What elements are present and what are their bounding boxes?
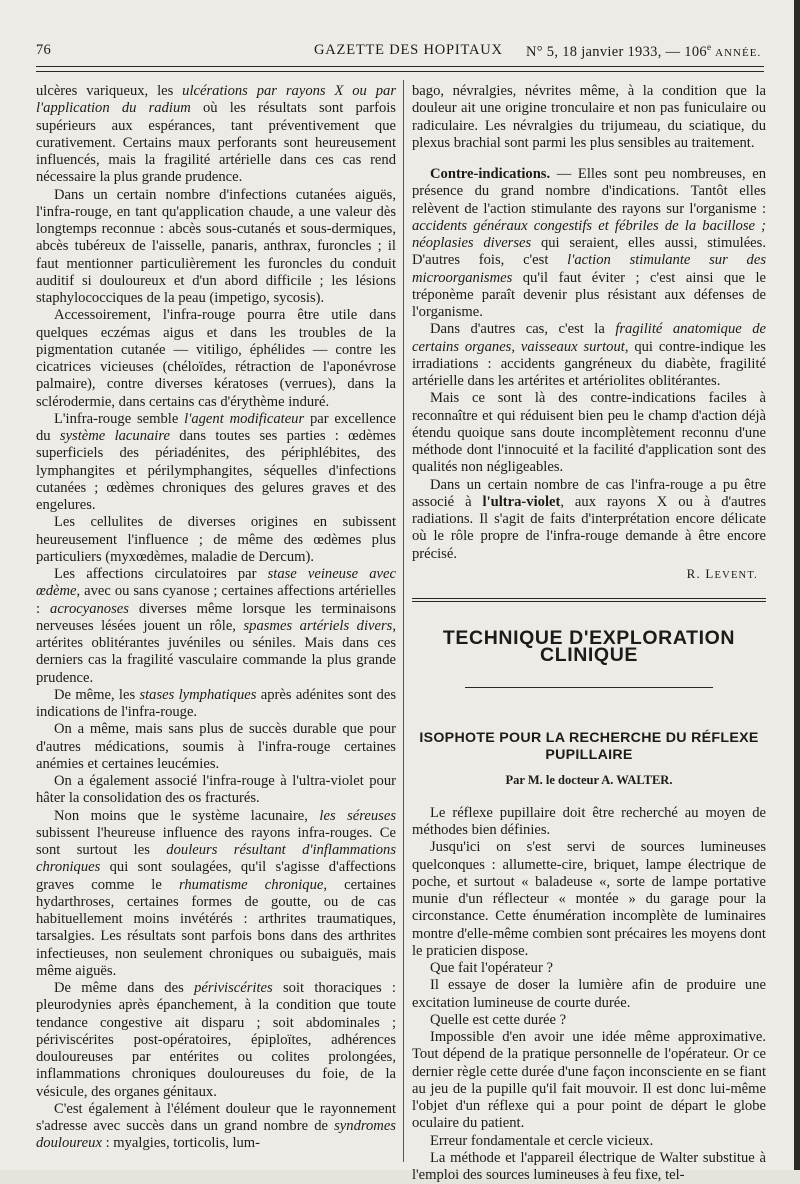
subheading-contre-indications: Contre-indications. bbox=[430, 166, 551, 182]
article-title: ISOPHOTE POUR LA RECHERCHE DU RÉFLEXE PUPILLAIRE bbox=[419, 729, 759, 763]
left-paragraph: On a même, mais sans plus de succès durable que pour d'autres médications, soumis à l'infra-rouge certaines anémies et certaines leucémies. bbox=[36, 721, 396, 772]
issue-annee: ANNÉE. bbox=[715, 46, 762, 59]
issue-sup: e bbox=[706, 42, 712, 52]
running-header bbox=[36, 40, 764, 64]
issue-info bbox=[526, 42, 761, 61]
left-paragraph: ulcères variqueux, les ulcérations par rayons X ou par l'application du radium où les résultats sont parfois supérieurs aux espérances, tant préventivement que curativement. Certains maux perforants sont heureusement influencés, mais la fragilité artérielle dans ces cas rend nécessaire la plus grande prudence. bbox=[36, 83, 396, 186]
right-paragraph: Quelle est cette durée ? bbox=[430, 1011, 567, 1028]
column-divider bbox=[403, 80, 404, 1162]
title-rule bbox=[465, 687, 713, 688]
right-paragraph: bago, névralgies, névrites même, à la condition que la douleur ait une origine tronculaire et non pas funiculaire ou radiculaire. Les névralgies du trijumeau, du sciatique, du plexus brachial sont parmi les plus sensibles au traitement. bbox=[412, 83, 766, 151]
journal-title: GAZETTE DES HOPITAUX bbox=[314, 42, 503, 58]
left-paragraph: De même dans des périviscérites soit thoraciques : pleurodynies après épanchement, à la condition que toute tendance congestive ait disparu ; soit abdominales ; périviscérites post-opératoires, épiploïtes, adhérences douloureuses par entérites ou colites prolongées, inflammations chroniques douloureuses du foie, de la vésicule, des organes génitaux. bbox=[36, 980, 396, 1100]
right-column bbox=[412, 83, 766, 1184]
right-paragraph: Il essaye de doser la lumière afin de produire une excitation lumineuse de courte durée. bbox=[412, 977, 766, 1011]
header-rule-top bbox=[36, 66, 764, 67]
left-column bbox=[36, 83, 396, 1153]
left-paragraph: L'infra-rouge semble l'agent modificateur par excellence du système lacunaire dans toutes ses parties : œdèmes superficiels des périadénites, des périphlébites, des lymphangites et périlymphangites, séquelles d'infections cutanées ; œdèmes chroniques des gelures graves et des engelures. bbox=[36, 410, 396, 513]
right-paragraph: Le réflexe pupillaire doit être recherché au moyen de méthodes bien définies. bbox=[412, 804, 766, 838]
right-paragraph: Que fait l'opérateur ? bbox=[430, 960, 553, 976]
right-paragraph: Mais ce sont là des contre-indications faciles à reconnaître et qui réduisent bien peu le champ d'action déjà étendu quoique sans doute incomplètement reconnu d'une méthode dont l'innocuité et la facilité d'application sont des qualités non négligeables. bbox=[412, 390, 766, 476]
section-separator bbox=[412, 598, 766, 602]
left-paragraph: C'est également à l'élément douleur que le rayonnement s'adresse avec succès dans un grand nombre de syndromes douloureux : myalgies, torticolis, lum- bbox=[36, 1100, 396, 1152]
left-paragraph: Non moins que le système lacunaire, les séreuses subissent l'heureuse influence des rayons infra-rouges. Ce sont surtout les douleurs résultant d'inflammations chroniques qui sont soulagées, qu'il s'agisse d'affections graves comme le rhumatisme chronique, certaines hydarthroses, certaines formes de goutte, ou de cas habituellement moins invétérés : arthrites traumatiques, tarsalgies. Les résultats sont parfois bons dans des arthrites infectieuses, non seulement chroniques ou subaiguës, mais même aiguës. bbox=[36, 807, 397, 979]
page-number: 76 bbox=[36, 42, 52, 58]
left-paragraph: Dans un certain nombre d'infections cutanées aiguës, l'infra-rouge, en tant qu'application chaude, a une valeur dès longtemps reconnue : abcès sous-cutanés et sous-dermiques, abcès tubéreux de l'aisselle, panaris, anthrax, furoncles ; il faut mentionner particulièrement les furoncles du conduit auditif si douloureux et d'un abord difficile ; les lésions staphylococciques de la peau (impetigo, sycosis). bbox=[36, 186, 396, 306]
issue-text: N° 5, 18 janvier 1933, — 106 bbox=[526, 43, 707, 60]
right-paragraph: Impossible d'en avoir une idée même approximative. Tout dépend de la pratique personnelle de l'opérateur. Or ce dernier règle cette durée d'une façon inconsciente en se fiant au jeu de la pupille qu'il fait mouvoir. Il est donc lui-même l'objet d'un réflexe qui a pour point de départ le globe oculaire du patient. bbox=[412, 1029, 766, 1132]
page-edge-shadow bbox=[794, 0, 800, 1170]
right-paragraph: La méthode et l'appareil électrique de Walter substitue à l'emploi des sources lumineuses à feu fixe, tel- bbox=[412, 1149, 766, 1183]
right-paragraph: Erreur fondamentale et cercle vicieux. bbox=[430, 1132, 654, 1149]
right-paragraph: Dans d'autres cas, c'est la fragilité anatomique de certains organes, vaisseaux surtout, qui contre-indique les irradiations : accidents gangréneux du diabète, fragilité artérielle dans les artérites et artériolites oblitérantes. bbox=[412, 321, 766, 389]
right-paragraph: Contre-indications. — Elles sont peu nombreuses, en présence du grand nombre d'indications. Tantôt elles relèvent de l'action stimulante des rayons sur l'organisme : accidents généraux congestifs et fébriles de la bacillose ; néoplasies diverses qui seraient, elles aussi, stimulées. D'autres fois, c'est l'action stimulante sur des microorganismes qu'il faut éviter ; c'est ainsi que le tréponème paraît devenir plus résistant aux défenses de l'organisme. bbox=[412, 166, 766, 320]
right-paragraph: Dans un certain nombre de cas l'infra-rouge a pu être associé à l'ultra-violet, aux rayons X ou à d'autres radiations. Il s'agit de faits d'interprétation encore délicate où le rôle propre de l'infra-rouge demande à être encore précisé. bbox=[412, 476, 767, 562]
article-byline: Par M. le docteur A. WALTER. bbox=[505, 772, 673, 787]
author-signature: R. LEVENT. bbox=[686, 565, 758, 581]
left-paragraph: Accessoirement, l'infra-rouge pourra être utile dans quelques eczémas aigus et dans les troubles de la pigmentation cutanée — vitiligo, éphélides — contre les cicatrices vicieuses (chéloïdes, rétraction de l'aponévrose palmaire), contre diverses kératoses (verrues), dans la sclérodermie, dans certains cas d'érythème induré. bbox=[36, 307, 396, 410]
left-paragraph: Les cellulites de diverses origines en subissent heureusement l'influence ; de même des œdèmes plus particuliers (myxœdèmes, maladie de Dercum). bbox=[36, 514, 396, 565]
left-paragraph: On a également associé l'infra-rouge à l'ultra-violet pour hâter la consolidation des os fracturés. bbox=[36, 773, 396, 807]
header-rule-bottom bbox=[36, 71, 764, 72]
left-paragraph: De même, les stases lymphatiques après adénites sont des indications de l'infra-rouge. bbox=[36, 686, 397, 720]
left-paragraph: Les affections circulatoires par stase veineuse avec œdème, avec ou sans cyanose ; certaines affections artérielles : acrocyanoses diverses même lorsque les terminaisons nerveuses lésées jouent un rôle, spasmes artériels divers, artérites oblitérantes juvéniles ou séniles. Mais dans ces derniers cas la fragilité vasculaire commande la plus grande prudence. bbox=[36, 566, 396, 686]
right-paragraph: Jusqu'ici on s'est servi de sources lumineuses quelconques : allumette-cire, briquet, lampe électrique de poche, et surtout « baladeuse «, sorte de lampe portative munie d'un réflecteur « montée » du garage pour la circonstance. Cette énumération incomplète de luminaires montre d'elle-même combien sont précaires les moyens dont le praticien dispose. bbox=[412, 839, 766, 959]
section-title: TECHNIQUE D'EXPLORATION CLINIQUE bbox=[442, 627, 736, 667]
